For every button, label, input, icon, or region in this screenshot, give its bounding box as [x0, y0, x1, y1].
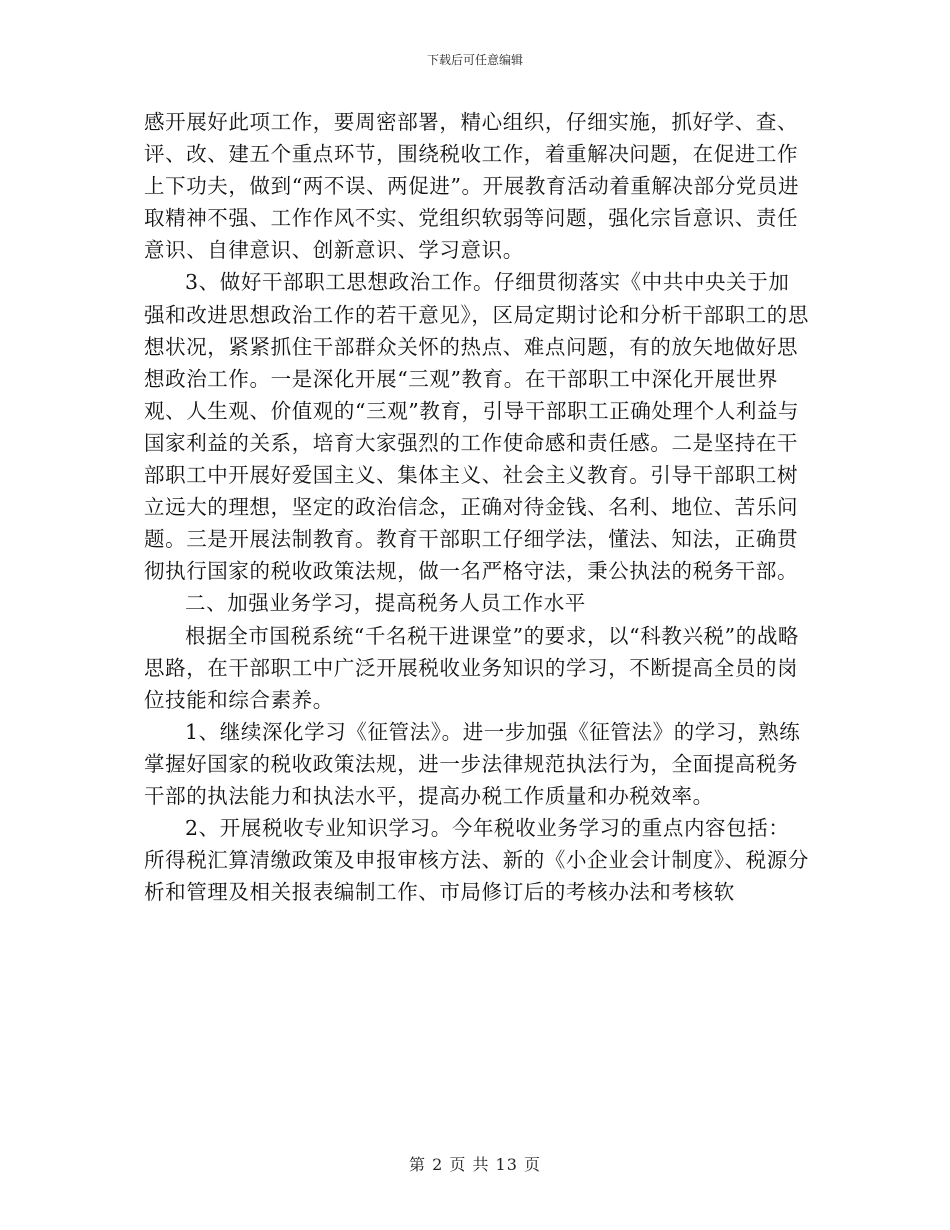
paragraph-collection-law: 1、继续深化学习《征管法》。进一步加强《征管法》的学习，熟练掌握好国家的税收政策法规，进一步法律规范执法行为，全面提高税务干部的执法能力和执法水平，提高办税工作质量和办税效率。 — [144, 719, 801, 808]
paragraph-ideological-work: 3、做好干部职工思想政治工作。仔细贯彻落实《中共中央关于加强和改进思想政治工作的若干意见》，区局定期讨论和分析干部职工的思想状况，紧紧抓住干部群众关怀的热点、难点问题，有的放矢地做好思想政治工作。一是深化开展“三观”教育。在干部职工中深化开展世界观、人生观、价值观的“三观”教育，引导干部职工正确处理个人利益与国家利益的关系，培育大家强烈的工作使命感和责任感。二是坚持在干部职工中开展好爱国主义、集体主义、社会主义教育。引导干部职工树立远大的理想，坚定的政治信念，正确对待金钱、名利、地位、苦乐问题。三是开展法制教育。教育干部职工仔细学法，懂法、知法，正确贯彻执行国家的税收政策法规，做一名严格守法，秉公执法的税务干部。 — [144, 270, 809, 584]
paragraph-study-requirements: 根据全市国税系统“千名税干进课堂”的要求，以“科教兴税”的战略思路，在干部职工中广泛开展税收业务知识的学习，不断提高全员的岗位技能和综合素养。 — [144, 623, 800, 712]
section-heading-business-study: 二、加强业务学习，提高税务人员工作水平 — [185, 591, 586, 616]
page-footer: 第 2 页 共 13 页 — [409, 1155, 541, 1174]
page-header: 下载后可任意编辑 — [426, 53, 523, 67]
paragraph-continuation: 感开展好此项工作，要周密部署，精心组织，仔细实施，抓好学、查、评、改、建五个重点环节，围绕税收工作，着重解决问题，在促进工作上下功夫，做到“两不误、两促进”。开展教育活动着重解决部分党员进取精神不强、工作作风不实、党组织软弱等问题，强化宗旨意识、责任意识、自律意识、创新意识、学习意识。 — [144, 110, 800, 263]
document-body — [144, 106, 809, 908]
paragraph-tax-knowledge: 2、开展税收专业知识学习。今年税收业务学习的重点内容包括：所得税汇算清缴政策及申报审核方法、新的《小企业会计制度》、税源分析和管理及相关报表编制工作、市局修订后的考核办法和考核软 — [144, 816, 809, 905]
